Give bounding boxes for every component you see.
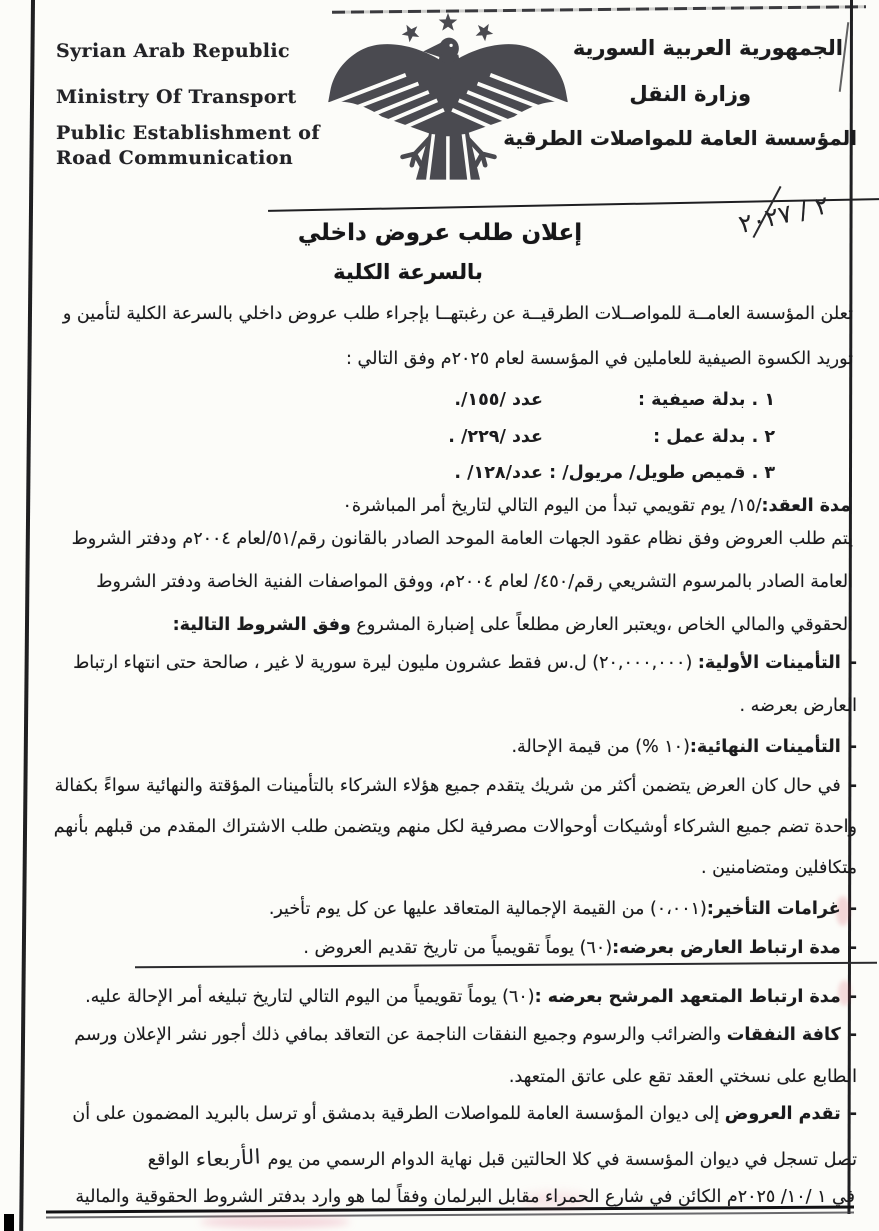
condition-delay-penalty — [35, 888, 857, 931]
bullet-dash: - — [849, 1104, 857, 1124]
submission-text-after-day: الواقع — [147, 1150, 190, 1170]
condition-final-deposit — [35, 726, 857, 769]
letterhead-ministry-ar: وزارة النقل — [629, 82, 751, 106]
item-label: ٢ . بدلة عمل : — [653, 427, 775, 447]
contract-duration-text: /١٥/ يوم تقويمي تبدأ من اليوم التالي لتاريخ أمر المباشرة٠ — [342, 496, 762, 516]
corner-scan-mark — [4, 1214, 14, 1231]
bullet-dash: - — [849, 899, 857, 919]
submission-lead: تقدم العروض — [724, 1104, 841, 1124]
document-title: إعلان طلب عروض داخلي — [297, 220, 583, 246]
item-quantity: عدد/١٢٨/ . — [454, 463, 543, 483]
condition-initial-deposit — [35, 642, 857, 728]
letterhead-establishment-en-1: Public Establishment of — [56, 122, 320, 144]
star-right — [473, 19, 497, 42]
left-border-line — [19, 0, 34, 1231]
tender-system-paragraph — [35, 518, 853, 647]
eagle-emblem — [322, 6, 574, 188]
submission-text-before-day: إلى ديوان المؤسسة العامة للمواصلات الطرقية بدمشق أو ترسل بالبريد المضمون على أن تصل تسجل في ديوان المؤسسة في كلا الحالتين قبل نهاية الدوام الرسمي من يوم — [72, 1104, 857, 1170]
bullet-dash: - — [849, 1025, 857, 1045]
condition-bidder-commitment — [35, 927, 857, 970]
item-row-summer-suit — [454, 382, 775, 419]
star-middle — [439, 13, 458, 31]
handwritten-reference-number: ٢ / ٢٠٢٧ — [735, 190, 832, 239]
condition-text: (٦٠) يوماً تقويمياً من اليوم التالي لتاريخ تبليغه أمر الإحالة عليه. — [85, 987, 535, 1007]
item-quantity: عدد /٢٢٩/ . — [448, 427, 543, 447]
tender-system-text: يتم طلب العروض وفق نظام عقود الجهات العامة الموحد الصادر بالقانون رقم/٥١/لعام ٢٠٠٤م ودفتر الشروط العامة الصادر بالمرسوم التشريعي رقم/٤٥٠/ لعام ٢٠٠٤م، ووفق المواصفات الفنية الخاصة ودفتر الشروط الحقوقي والمالي الخاص ،ويعتبر العارض مطلعاً على إضبارة المشروع — [71, 529, 853, 635]
handwritten-day-name: الأربعاء — [195, 1144, 262, 1172]
condition-text: (٠،٠٠١) من القيمة الإجمالية المتعاقد عليها عن كل يوم تأخير. — [268, 899, 707, 919]
letterhead-ministry-en: Ministry Of Transport — [56, 86, 297, 108]
intro-paragraph: تعلن المؤسسة العامــة للمواصــلات الطرقيــة عن رغبتهــا بإجراء طلب عروض داخلي بالسرعة الكلية لتأمين و توريد الكسوة الصيفية للعاملين في المؤسسة لعام ٢٠٢٥م وفق التالي : — [62, 304, 853, 369]
condition-multiple-partners — [35, 766, 857, 889]
bullet-dash: - — [849, 987, 857, 1007]
condition-lead: التأمينات الأولية: — [697, 653, 841, 673]
tender-system-bold-tail: وفق الشروط التالية: — [172, 615, 351, 635]
bullet-dash: - — [849, 653, 857, 673]
contract-duration-label: مدة العقد: — [761, 496, 851, 516]
condition-text: (٦٠) يوماً تقويمياً من تاريخ تقديم العروض . — [303, 938, 613, 958]
item-quantity: عدد /١٥٥/. — [454, 390, 543, 410]
submission-date-line: في ١ /١٠/ ٢٠٢٥م الكائن في شارع الحمراء مقابل البرلمان وفقاً لما هو وارد بدفتر الشروط الحقوقية والمالية — [75, 1187, 855, 1207]
item-row-work-suit — [448, 419, 775, 456]
condition-text: والضرائب والرسوم وجميع النفقات الناجمة عن التعاقد بمافي ذلك أجور نشر الإعلان ورسم الطابع على نسختي العقد تقع على عاتق المتعهد. — [74, 1025, 857, 1087]
letterhead-establishment-en-2: Road Communication — [56, 147, 294, 169]
item-label: ٣ . قميص طويل/ مريول/ : — [549, 463, 775, 483]
letterhead-country-ar: الجمهورية العربية السورية — [572, 36, 843, 60]
condition-lead: مدة ارتباط المتعهد المرشح بعرضه : — [534, 987, 841, 1007]
star-left — [399, 21, 423, 44]
condition-lead: غرامات التأخير: — [706, 899, 841, 919]
bullet-dash: - — [849, 737, 857, 757]
document-subtitle: بالسرعة الكلية — [333, 260, 483, 284]
condition-text: في حال كان العرض يتضمن أكثر من شريك يتقدم جميع هؤلاء الشركاء بالتأمينات المؤقتة والنهائية سواءً بكفالة واحدة تضم جميع الشركاء أوشيكات أوحوالات مصرفية لكل منهم ويتضمن طلب الاشتراك المقدم من قبلهم بأنهم متكافلين ومتضامنين . — [53, 776, 857, 878]
condition-contractor-commitment — [35, 976, 857, 1019]
condition-lead: التأمينات النهائية: — [689, 737, 841, 757]
condition-lead: مدة ارتباط العارض بعرضه: — [612, 938, 841, 958]
syrian-eagle-icon — [322, 6, 574, 188]
bullet-dash: - — [849, 938, 857, 958]
condition-expenses-taxes — [35, 1014, 857, 1098]
bullet-dash: - — [849, 776, 857, 796]
letterhead-country-en: Syrian Arab Republic — [56, 40, 290, 62]
condition-text: (٢٠,٠٠٠,٠٠٠) ل.س فقط عشرون مليون ليرة سورية لا غير ، صالحة حتى انتهاء ارتباط العارض بعرضه . — [73, 653, 857, 716]
letterhead-establishment-ar: المؤسسة العامة للمواصلات الطرقية — [503, 126, 857, 150]
item-label: ١ . بدلة صيفية : — [638, 390, 775, 410]
submission-paragraph — [35, 1092, 857, 1182]
condition-lead: كافة النفقات — [726, 1025, 841, 1045]
condition-text: (١٠ %) من قيمة الإحالة. — [511, 737, 690, 757]
